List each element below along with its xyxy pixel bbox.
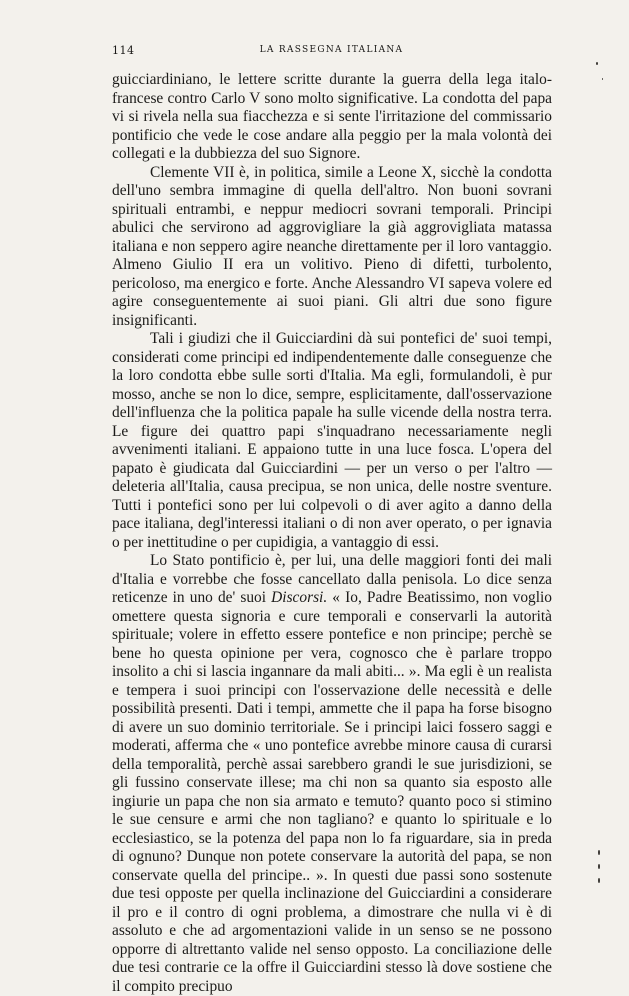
paragraph-text: « Io, Padre Beatissimo, non voglio omettere questa signoria e cure temporali e conservarli la autorità spirituale; volere in effetto essere pontefice e non principe; perchè se bene ho questa opinione per vera, cognosco che è parlare troppo insolito a chi si lascia ingannare da mali abiti... ». Ma egli è un realista e tempera i suoi principi con l'osservazione delle necessità e delle possibilità presenti. Dati i tempi, ammette che il papa ha forse bisogno di avere un suo dominio territoriale. Se i principi laici fossero saggi e moderati, afferma che « uno pontefice avrebbe minore causa di curarsi della temporalità, perchè assai sarebbero grandi le sue jurisdizioni, se gli fussino conservate illese; ma chi non sa quanto sia esposto alle ingiurie un papa che non sia armato e temuto? quanto poco si stimino le sue censure e armi che non tagliano? e quanto lo spirituale e lo ecclesiastico, se la potenza del papa non lo fa riguardare, sia in preda di ognuno? Dunque non potete conservare la autorità del papa, se non conservate quella del principe.. ». In questi due passi sono sostenute due tesi opposte per quella inclinazione del Guicciardini a considerare il pro e il contro di ogni problema, a dimostrare che nulla vi è di assoluto e che ad argomentazioni valide in un senso se ne possono opporre di altrettanto valide nel senso opposto. La conciliazione delle due tesi contrarie ce la offre il Guicciardini stesso là dove sostiene che il compito precipuo <box>112 589 553 995</box>
paragraph <box>112 164 552 331</box>
scan-speck <box>598 864 600 869</box>
running-title: LA RASSEGNA ITALIANA <box>259 45 404 55</box>
paragraph <box>112 330 552 552</box>
body-text <box>112 71 552 996</box>
paragraph <box>112 552 552 996</box>
page-number: 114 <box>112 44 135 57</box>
italic-title: Discorsi. <box>271 589 328 606</box>
scan-speck <box>602 78 603 80</box>
scan-speck <box>598 878 600 883</box>
running-header <box>112 44 551 58</box>
scan-speck <box>596 62 598 65</box>
scan-speck <box>598 850 600 855</box>
paragraph-text: Tali i giudizi che il Guicciardini dà sui pontefici de' suoi tempi, considerati come principi ed indipendentemente dalle conseguenze che la loro condotta ebbe sulle sorti d'Italia. Ma egli, formulandoli, è pur mosso, anche se non lo dice, sempre, esplicitamente, dall'osservazione dell'influenza che la politica papale ha sulle vicende della nostra terra. Le figure dei quattro papi s'inquadrano necessariamente negli avvenimenti italiani. E appaiono tutte in una luce fosca. L'opera del papato è giudicata dal Guicciardini — per un verso o per l'altro — deleteria all'Italia, causa precipua, se non unica, delle nostre sventure. Tutti i pontefici sono per lui colpevoli o di aver agito a danno della pace italiana, degl'interessi italiani o di non aver operato, o per ignavia o per inettitudine o per cupidigia, a vantaggio di essi. <box>112 330 552 551</box>
paragraph-text: guicciardiniano, le lettere scritte durante la guerra della lega italo-francese contro Carlo V sono molto significative. La condotta del papa vi si rivela nella sua fiacchezza e si sente l'irritazione del commissario pontificio che vede le cose andare alla peggio per la mala volontà dei collegati e la dubbiezza del suo Signore. <box>112 71 552 162</box>
paragraph <box>112 71 552 164</box>
paragraph-text: Clemente VII è, in politica, simile a Leone X, sicchè la condotta dell'uno sembra immagine di quella dell'altro. Non buoni sovrani spirituali entrambi, e neppur mediocri sovrani temporali. Principi abulici che servirono ad aggrovigliare la già aggrovigliata matassa italiana e non seppero agire neanche direttamente per il loro vantaggio. Almeno Giulio II era un volitivo. Pieno di difetti, turbolento, pericoloso, ma energico e forte. Anche Alessandro VI sapeva volere ed agire conseguentemente ai suoi piani. Gli altri due sono figure insignificanti. <box>112 163 552 329</box>
paragraph-text: Lo Stato pontificio è, per lui, una delle maggiori fonti dei mali d'Italia e vorrebbe che fosse cancellato dalla penisola. Lo dice senza reticenze in uno de' suoi <box>112 552 552 606</box>
